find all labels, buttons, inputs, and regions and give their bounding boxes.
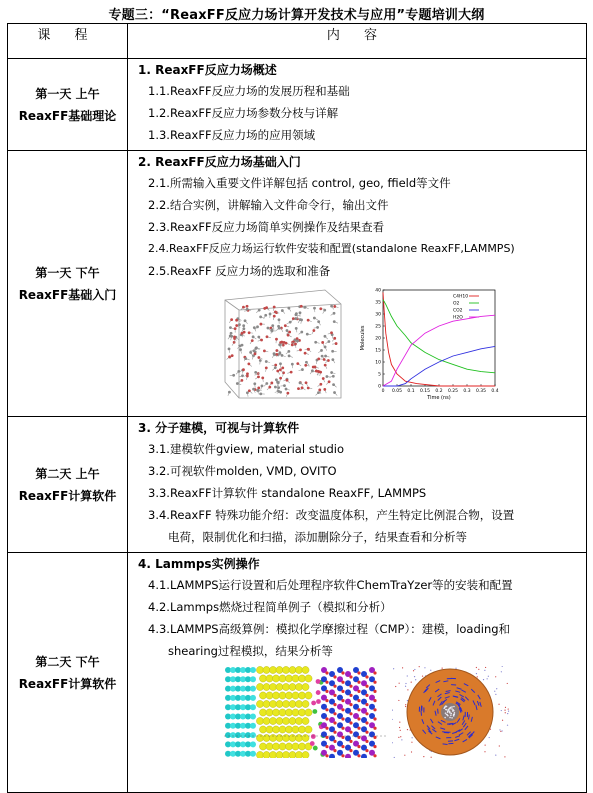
figure-row: [134, 666, 582, 758]
list-item: 3.2.可视软件molden, VMD, OVITO: [134, 460, 582, 482]
list-item-continuation: 电荷，限制优化和扫描，添加删除分子，结果查看和分析等: [134, 526, 582, 548]
legend-label: CO2: [453, 308, 463, 314]
list-item: 4.3.LAMMPS高级算例：模拟化学摩擦过程（CMP）：建模，loading和: [134, 618, 582, 640]
course-day: 第一天 下午: [8, 262, 127, 284]
section-title: 1. ReaxFF反应力场概述: [134, 61, 582, 80]
content-cell: [128, 417, 587, 553]
molecular-box-image: [219, 286, 347, 404]
y-tick-label: 40: [375, 288, 381, 294]
series-line: [383, 346, 495, 386]
list-item: 1.3.ReaxFF反应力场的应用领域: [134, 124, 582, 146]
figure-row: [134, 286, 582, 406]
course-cell: [8, 59, 128, 151]
x-tick-label: 0.4: [491, 388, 498, 394]
y-tick-label: 35: [375, 300, 381, 306]
list-item: 4.2.Lammps燃烧过程简单例子（模拟和分析）: [134, 596, 582, 618]
content-cell: [128, 151, 587, 417]
list-item: 3.4.ReaxFF 特殊功能介绍：改变温度体积，产生特定比例混合物，设置: [134, 504, 582, 526]
list-item: 2.3.ReaxFF反应力场简单实例操作及结果查看: [134, 216, 582, 238]
course-cell: [8, 151, 128, 417]
x-tick-label: 0: [382, 388, 385, 394]
species-chart: [357, 286, 503, 406]
content-cell: [128, 59, 587, 151]
content-cell: [128, 553, 587, 793]
plot-frame: [383, 290, 495, 386]
section-title: 2. ReaxFF反应力场基础入门: [134, 153, 582, 172]
course-topic: ReaxFF计算软件: [8, 485, 127, 507]
table-row: [8, 553, 587, 793]
list-item: 2.1.所需输入重要文件详解包括 control, geo, ffield等文件: [134, 172, 582, 194]
y-tick-label: 30: [375, 312, 381, 318]
list-item: 3.1.建模软件gview, material studio: [134, 438, 582, 460]
y-tick-label: 25: [375, 324, 381, 330]
list-item-continuation: shearing过程模拟，结果分析等: [134, 640, 582, 662]
x-tick-label: 0.05: [392, 388, 402, 394]
series-line: [383, 292, 495, 386]
x-tick-label: 0.2: [435, 388, 442, 394]
series-line: [383, 315, 495, 386]
section-title: 4. Lammps实例操作: [134, 555, 582, 574]
table-row: [8, 151, 587, 417]
legend-label: H2O: [453, 315, 463, 321]
list-item: 4.1.LAMMPS运行设置和后处理程序软件ChemTraYzer等的安装和配置: [134, 574, 582, 596]
list-item: 2.5.ReaxFF 反应力场的选取和准备: [134, 260, 582, 282]
y-tick-label: 15: [375, 348, 381, 354]
legend-label: C4H10: [453, 294, 468, 300]
course-topic: ReaxFF基础理论: [8, 105, 127, 127]
list-item: 2.2.结合实例，讲解输入文件命令行，输出文件: [134, 194, 582, 216]
course-day: 第二天 下午: [8, 651, 127, 673]
list-item: 1.2.ReaxFF反应力场参数分枝与详解: [134, 102, 582, 124]
list-item: 1.1.ReaxFF反应力场的发展历程和基础: [134, 80, 582, 102]
y-tick-label: 10: [375, 360, 381, 366]
document-title: 专题三：“ReaxFF反应力场计算开发技术与应用”专题培训大纲: [0, 4, 593, 23]
legend-label: O2: [453, 301, 460, 307]
course-day: 第二天 上午: [8, 463, 127, 485]
list-item: 2.4.ReaxFF反应力场运行软件安装和配置(standalone ReaxFF,LAMMPS): [134, 238, 582, 260]
section-title: 3. 分子建模，可视与计算软件: [134, 419, 582, 438]
course-cell: [8, 417, 128, 553]
y-tick-label: 0: [378, 384, 381, 390]
x-tick-label: 0.3: [463, 388, 470, 394]
course-topic: ReaxFF基础入门: [8, 284, 127, 306]
x-tick-label: 0.35: [476, 388, 486, 394]
x-tick-label: 0.15: [420, 388, 430, 394]
header-content: 内 容: [128, 24, 587, 59]
table-row: [8, 417, 587, 553]
y-tick-label: 20: [375, 336, 381, 342]
nanoparticle-image: [392, 666, 510, 758]
x-tick-label: 0.1: [407, 388, 414, 394]
syllabus-table: [7, 23, 587, 793]
y-tick-label: 5: [378, 372, 381, 378]
table-header-row: [8, 24, 587, 59]
table-row: [8, 59, 587, 151]
x-axis-label: Time (ns): [426, 395, 451, 401]
course-cell: [8, 553, 128, 793]
list-item: 3.3.ReaxFF计算软件 standalone ReaxFF, LAMMPS: [134, 482, 582, 504]
course-day: 第一天 上午: [8, 83, 127, 105]
y-axis-label: Molecules: [360, 325, 366, 350]
header-course: 课 程: [8, 24, 128, 59]
friction-slab-image: [224, 666, 386, 758]
course-topic: ReaxFF计算软件: [8, 673, 127, 695]
x-tick-label: 0.25: [448, 388, 458, 394]
